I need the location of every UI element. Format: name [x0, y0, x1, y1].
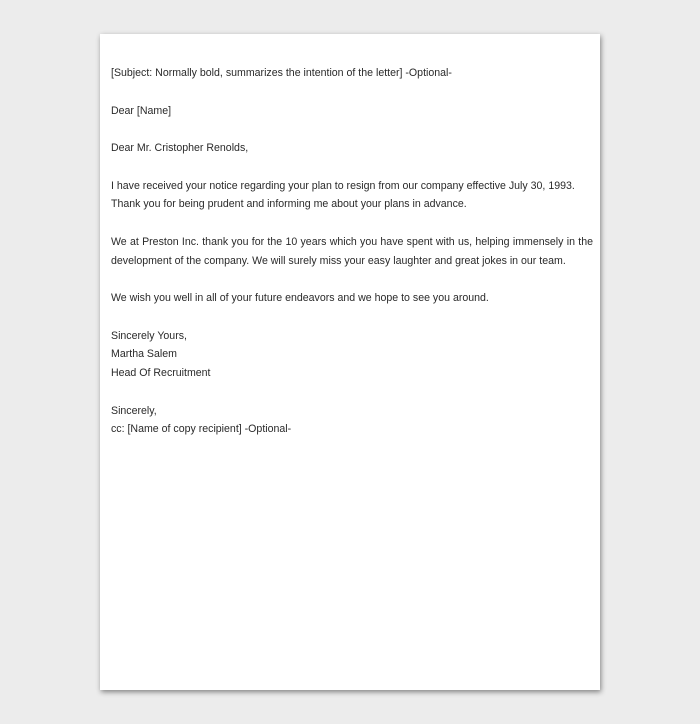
closing-2: Sincerely,	[111, 404, 157, 417]
cc-line: cc: [Name of copy recipient] -Optional-	[111, 423, 292, 436]
body-paragraph-2: We at Preston Inc. thank you for the 10 years which you have spent with us, helping immensely in the development of the company. We will surely miss your easy laughter and great jokes in our team.	[111, 235, 593, 267]
signer-title: Head Of Recruitment	[111, 366, 211, 379]
subject-line: [Subject: Normally bold, summarizes the intention of the letter] -Optional-	[111, 67, 452, 79]
body-paragraph-3: We wish you well in all of your future endeavors and we hope to see you around.	[111, 292, 489, 305]
signature-block	[111, 327, 593, 383]
salutation: Dear Mr. Cristopher Renolds,	[111, 142, 249, 155]
letter-page	[100, 34, 600, 690]
salutation-placeholder: Dear [Name]	[111, 104, 172, 117]
closing-block	[111, 402, 593, 439]
body-paragraph-1: I have received your notice regarding your plan to resign from our company effective July 30, 1993. Thank you for being prudent and informing me about your plans in advance.	[111, 179, 575, 211]
closing: Sincerely Yours,	[111, 329, 187, 342]
signer-name: Martha Salem	[111, 348, 177, 361]
